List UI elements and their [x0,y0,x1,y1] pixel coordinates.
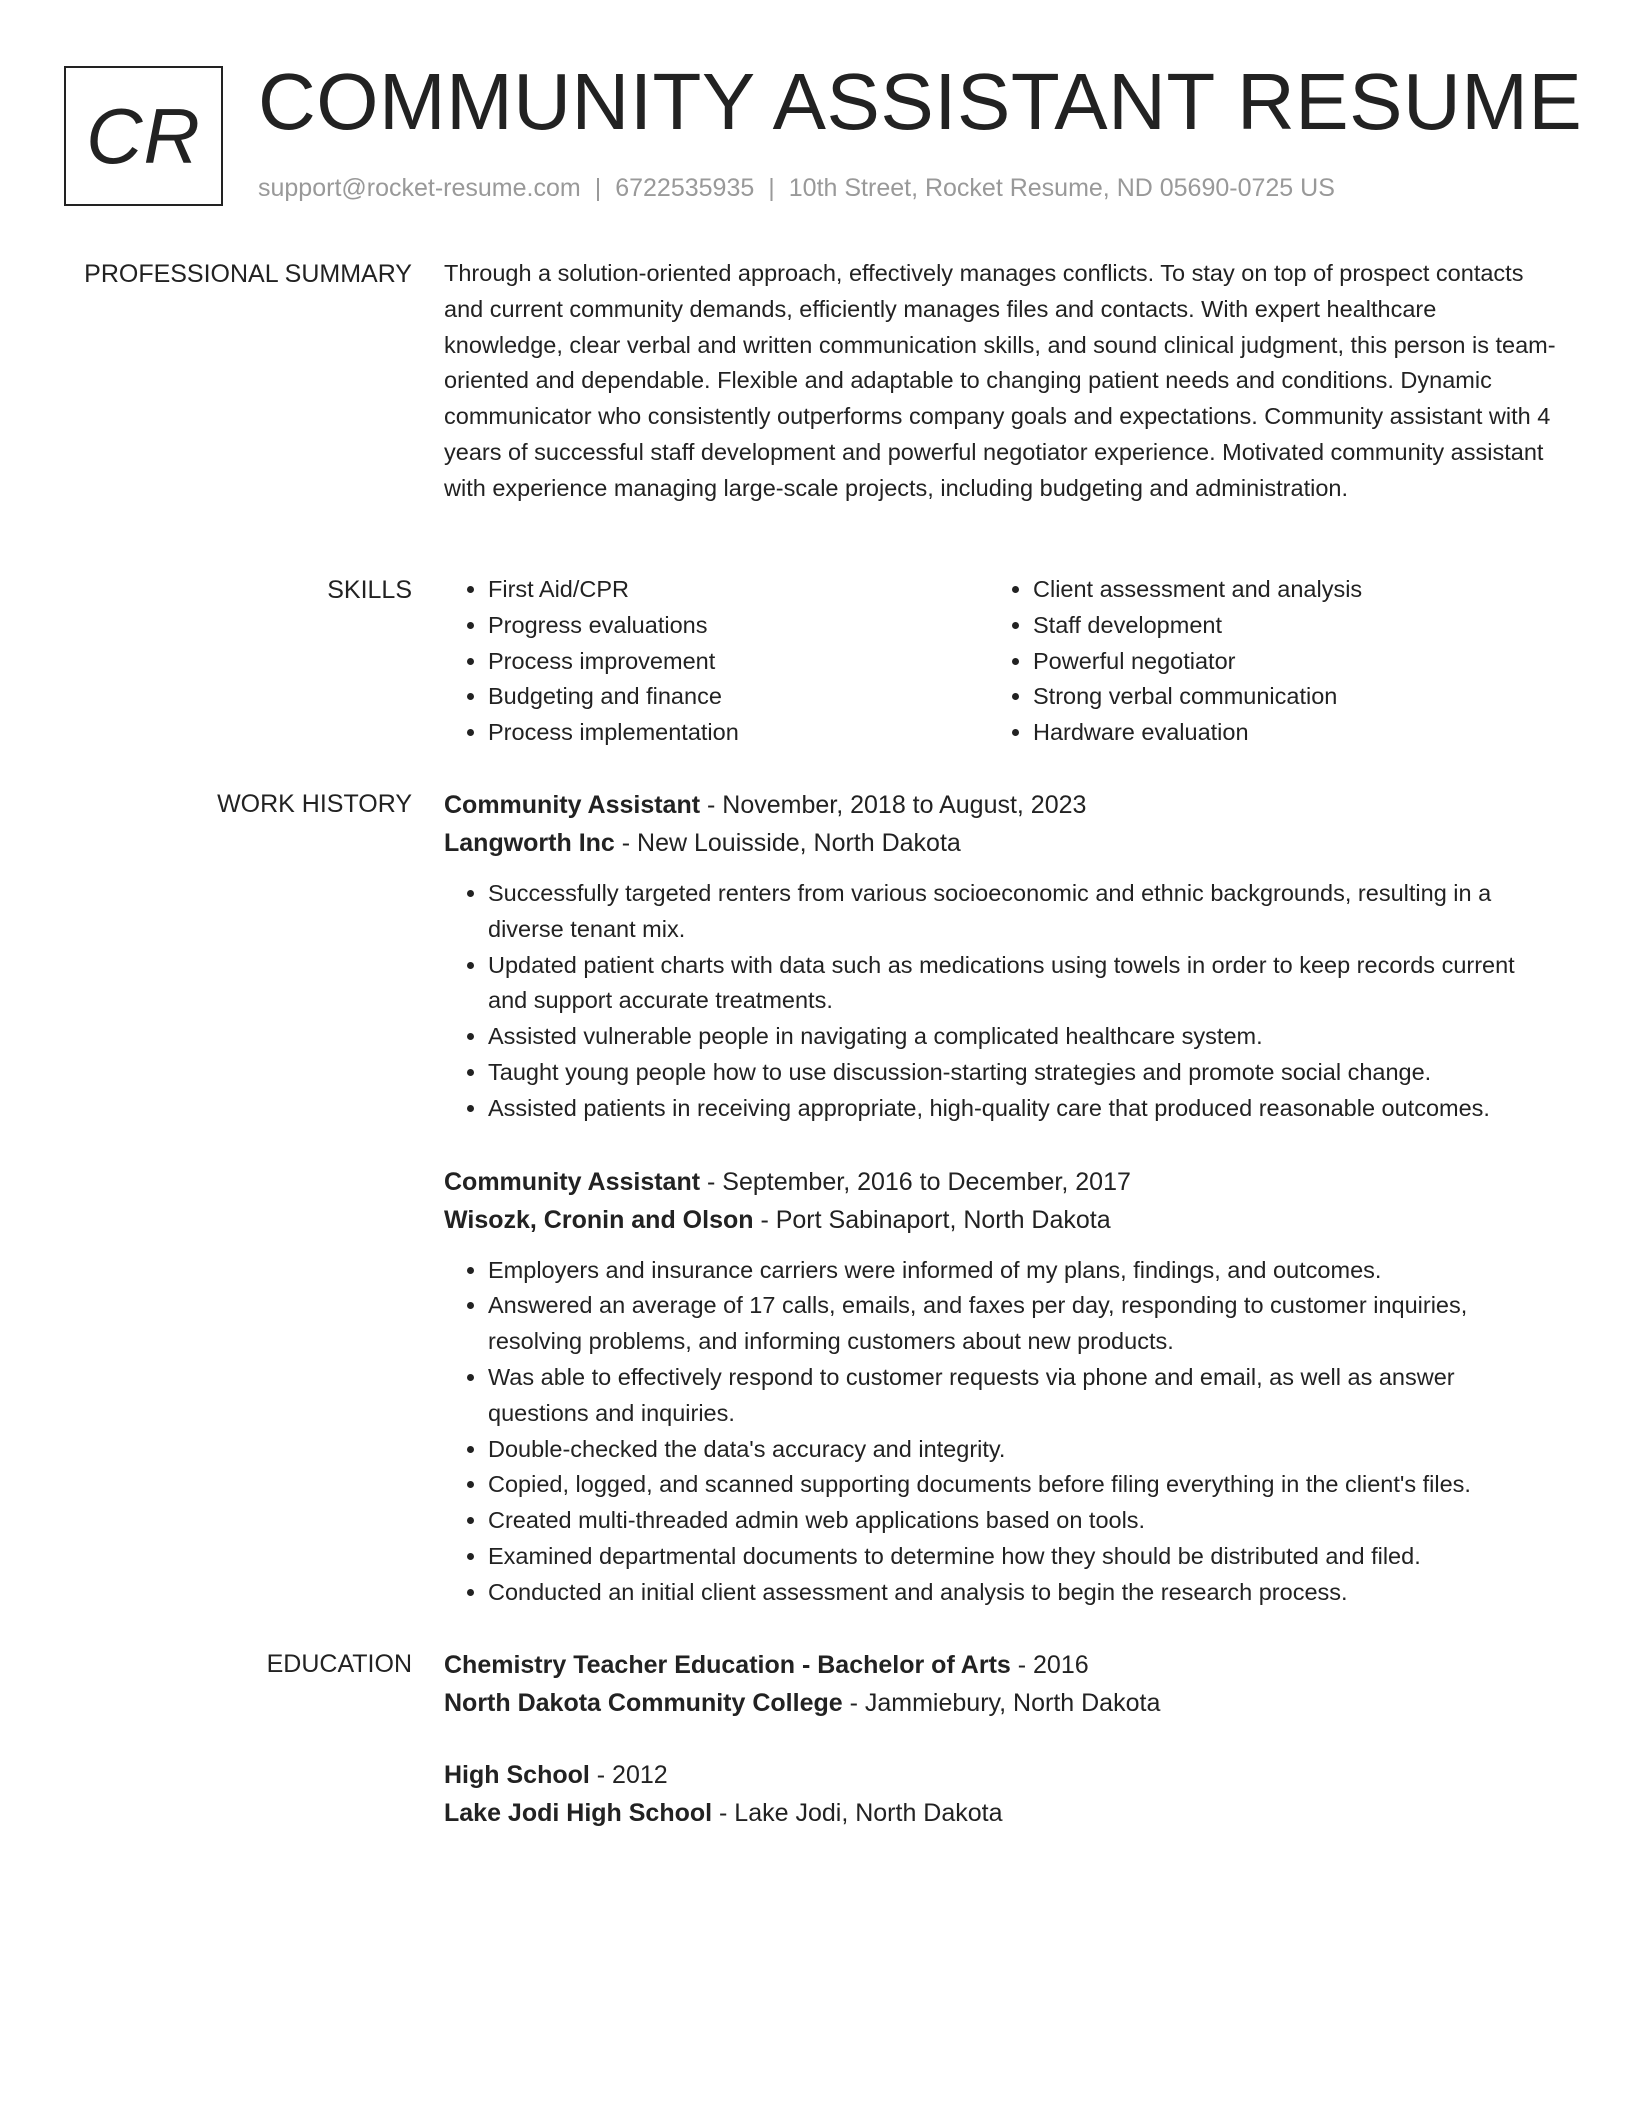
job-title: Community Assistant [444,791,701,819]
job-bullet: • Conducted an initial client assessment and analysis to begin the research process. [488,1575,1560,1611]
job-entry [444,1163,1560,1611]
job-bullet: • Copied, logged, and scanned supporting documents before filing everything in the client's files. [488,1467,1560,1503]
education-degree: Chemistry Teacher Education - Bachelor of Arts [444,1651,1011,1679]
summary-text: Through a solution-oriented approach, effectively manages conflicts. To stay on top of prospect contacts and current community demands, efficiently manages files and contacts. With expert healthcare knowledge, clear verbal and written communication skills, and sound clinical judgment, this person is team-oriented and dependable. Flexible and adaptable to changing patient needs and conditions. Dynamic communicator who consistently outperforms company goals and expectations. Community assistant with 4 years of successful staff development and powerful negotiator experience. Motivated community assistant with experience managing large-scale projects, including budgeting and administration. [444,260,1556,501]
job-title-line [444,1163,1560,1201]
job-title-line [444,786,1560,824]
contact-separator: | [768,174,775,202]
job-bullet: • Assisted vulnerable people in navigating a complicated healthcare system. [488,1019,1560,1055]
contact-email: support@rocket-resume.com [258,174,581,202]
contact-line [258,174,1335,203]
skills-list-right [989,572,1534,751]
job-bullet: • Was able to effectively respond to customer requests via phone and email, as well as answer questions and inquiries. [488,1360,1560,1432]
job-bullet: • Double-checked the data's accuracy and integrity. [488,1432,1560,1468]
skill-item: • Budgeting and finance [488,679,989,715]
job-bullet: • Answered an average of 17 calls, emails, and faxes per day, responding to customer inquiries, resolving problems, and informing customers about new products. [488,1288,1560,1360]
job-bullet: • Created multi-threaded admin web applications based on tools. [488,1503,1560,1539]
section-label-summary: PROFESSIONAL SUMMARY [84,260,412,288]
education-school: North Dakota Community College [444,1689,843,1717]
skill-item: • Process improvement [488,644,989,680]
skill-item: • Process implementation [488,715,989,751]
job-entry [444,786,1560,1127]
job-bullet: • Updated patient charts with data such as medications using towels in order to keep records current and support accurate treatments. [488,948,1560,1020]
skill-item: • Strong verbal communication [1033,679,1534,715]
section-label-work: WORK HISTORY [217,790,412,818]
education-school-line [444,1684,1560,1722]
education-degree-line [444,1646,1560,1684]
skill-item: • First Aid/CPR [488,572,989,608]
education-year: - 2016 [1010,1651,1089,1679]
job-title: Community Assistant [444,1167,701,1196]
skill-item: • Client assessment and analysis [1033,572,1534,608]
education-entry [444,1756,1560,1832]
education-location: - Lake Jodi, North Dakota [712,1799,1003,1827]
job-location: - New Louisside, North Dakota [614,829,961,857]
job-bullet: • Employers and insurance carriers were informed of my plans, findings, and outcomes. [488,1253,1560,1289]
job-bullet: • Successfully targeted renters from various socioeconomic and ethnic backgrounds, resulting in a diverse tenant mix. [488,876,1560,948]
job-bullet: • Examined departmental documents to determine how they should be distributed and filed. [488,1539,1560,1575]
education-body [444,1646,1560,1832]
section-label-skills: SKILLS [327,576,412,604]
skill-item: • Progress evaluations [488,608,989,644]
education-year: - 2012 [589,1761,668,1789]
job-company-line [444,824,1560,862]
education-location: - Jammiebury, North Dakota [842,1689,1161,1717]
skill-item: • Hardware evaluation [1033,715,1534,751]
summary-body [444,256,1560,507]
job-company-line [444,1201,1560,1239]
education-school-line [444,1794,1560,1832]
skill-item: • Powerful negotiator [1033,644,1534,680]
skills-list-left [444,572,989,751]
job-dates: - September, 2016 to December, 2017 [700,1167,1131,1196]
skills-body [444,572,1560,751]
monogram: CR [64,66,223,206]
skill-item: • Staff development [1033,608,1534,644]
education-entry [444,1646,1560,1722]
job-bullets [444,1253,1560,1611]
education-degree-line [444,1756,1560,1794]
job-company: Wisozk, Cronin and Olson [444,1205,754,1234]
job-location: - Port Sabinaport, North Dakota [753,1205,1111,1234]
contact-separator: | [594,174,602,202]
contact-phone: 6722535935 [615,174,755,202]
job-bullet: • Taught young people how to use discussion-starting strategies and promote social change. [488,1055,1560,1091]
page-title: COMMUNITY ASSISTANT RESUME [258,57,1583,146]
education-degree: High School [444,1761,590,1789]
contact-address: 10th Street, Rocket Resume, ND 05690-0725 US [788,174,1335,202]
section-label-education: EDUCATION [266,1650,412,1678]
job-bullet: • Assisted patients in receiving appropriate, high-quality care that produced reasonable outcomes. [488,1091,1560,1127]
work-history-body [444,786,1560,1611]
job-dates: - November, 2018 to August, 2023 [700,791,1087,819]
job-company: Langworth Inc [444,829,615,857]
education-school: Lake Jodi High School [444,1799,713,1827]
job-bullets [444,876,1560,1127]
